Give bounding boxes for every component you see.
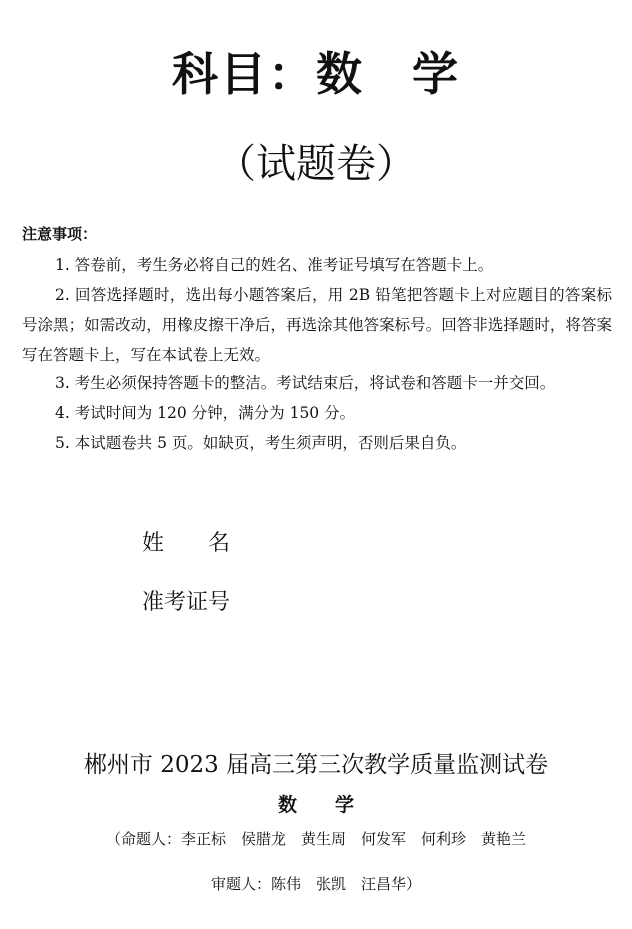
notice-rule-4: 4. 考试时间为 120 分钟，满分为 150 分。 (55, 404, 356, 422)
notice-rule-5: 5. 本试题卷共 5 页。如缺页，考生须声明，否则后果自负。 (55, 434, 467, 452)
name-field-label: 姓 名 (142, 531, 231, 556)
exam-title: 郴州市 2023 届高三第三次教学质量监测试卷 (83, 752, 549, 778)
notice-rule-1: 1. 答卷前，考生务必将自己的姓名、准考证号填写在答题卡上。 (55, 256, 494, 274)
subject-title: 科目：数 学 (172, 47, 460, 101)
proposers-line: （命题人：李正标 侯腊龙 黄生周 何发军 何利珍 黄艳兰 (105, 830, 526, 848)
exam-subject: 数 学 (277, 794, 354, 816)
notice-heading: 注意事项： (22, 225, 98, 243)
reviewers-line: 审题人：陈伟 张凯 汪昌华） (210, 875, 421, 893)
paper-type: （试题卷） (216, 141, 416, 187)
notice-rule-3: 3. 考生必须保持答题卡的整洁。考试结束后，将试卷和答题卡一并交回。 (55, 374, 556, 392)
notice-rule-2: 2. 回答选择题时，选出每小题答案后，用 2B 铅笔把答题卡上对应题目的答案标号涂黑；如需改动，用橡皮擦干净后，再选涂其他答案标号。回答非选择题时，将答案写在答题卡上，写在本试卷上无效。 (22, 286, 612, 364)
exam-number-field-label: 准考证号 (142, 590, 231, 615)
